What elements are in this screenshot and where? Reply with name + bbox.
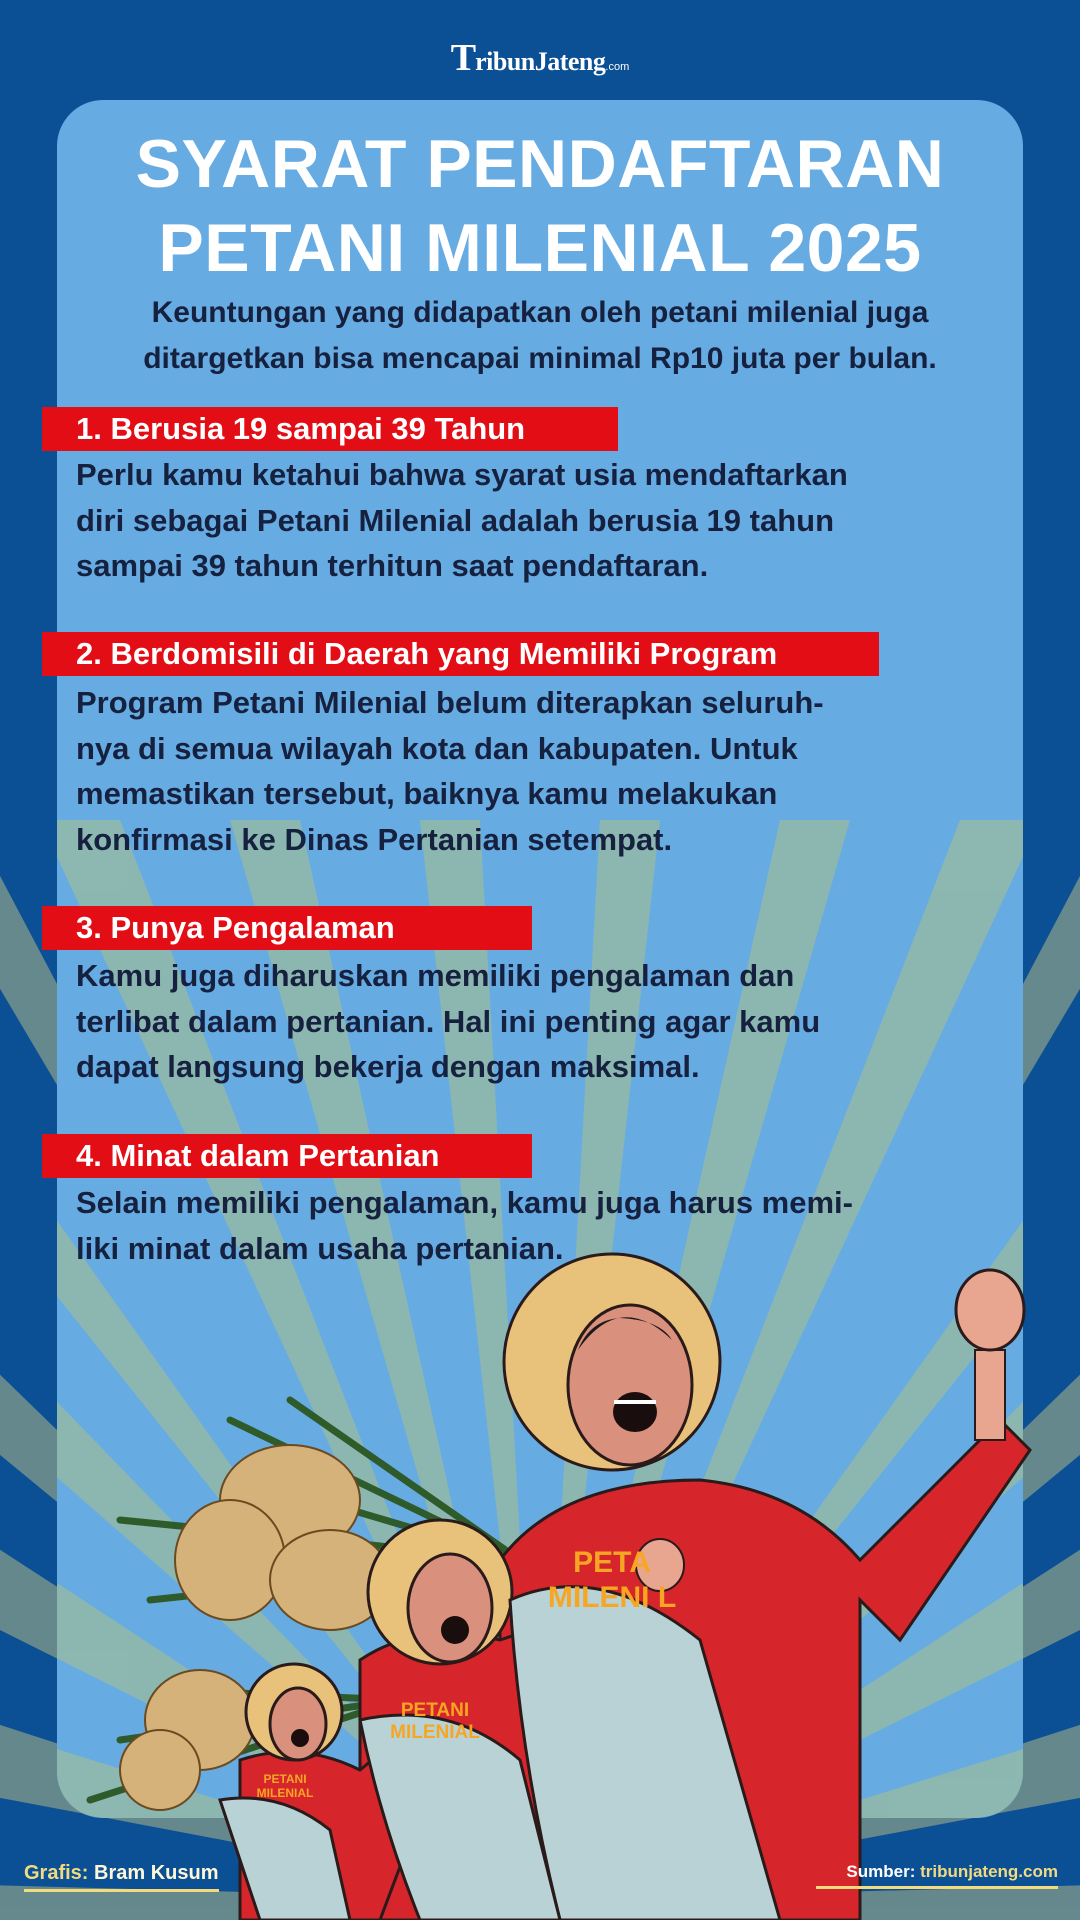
section-3-line: Kamu juga diharuskan memiliki pengalaman dan xyxy=(76,958,795,993)
logo-initial: T xyxy=(450,37,476,79)
section-1-body xyxy=(76,452,1016,589)
title-line-1: SYARAT PENDAFTARAN xyxy=(135,126,945,202)
section-4-body xyxy=(76,1180,1016,1271)
subtitle-line-2: ditargetkan bisa mencapai minimal Rp10 juta per bulan. xyxy=(143,342,937,375)
logo-text: ribunJateng xyxy=(475,47,606,76)
section-2-body xyxy=(76,680,1016,862)
section-1-heading: 1. Berusia 19 sampai 39 Tahun xyxy=(42,407,618,451)
sumber-label: Sumber: xyxy=(846,1862,921,1881)
big-shirt-text-2: MILENI L xyxy=(547,1581,677,1614)
small-shirt-text-2: MILENIAL xyxy=(256,1786,314,1800)
section-1-line: sampai 39 tahun terhitun saat pendaftaran. xyxy=(76,548,709,583)
section-2-line: nya di semua wilayah kota dan kabupaten. Untuk xyxy=(76,730,798,766)
grafis-label: Grafis: xyxy=(24,1862,95,1884)
graphics-credit xyxy=(24,1862,219,1892)
small-shirt-text-1: PETANI xyxy=(263,1772,307,1786)
section-1-line: Perlu kamu ketahui bahwa syarat usia mendaftarkan xyxy=(76,457,848,492)
section-3-line: dapat langsung bekerja dengan maksimal. xyxy=(76,1049,700,1084)
subtitle-line-1: Keuntungan yang didapatkan oleh petani milenial juga xyxy=(151,296,929,329)
section-3-heading: 3. Punya Pengalaman xyxy=(42,906,532,950)
section-2-line: Program Petani Milenial belum diterapkan seluruh- xyxy=(76,685,824,720)
logo-domain: .com xyxy=(605,61,630,73)
subtitle xyxy=(60,290,1020,382)
big-shirt-text-1: PETA xyxy=(573,1546,651,1579)
source-credit xyxy=(816,1862,1058,1889)
medium-shirt-text-1: PETANI xyxy=(400,1700,470,1721)
section-3-body xyxy=(76,953,1016,1090)
section-1-line: diri sebagai Petani Milenial adalah berusia 19 tahun xyxy=(76,502,835,538)
section-4-line: Selain memiliki pengalaman, kamu juga harus memi- xyxy=(76,1185,853,1220)
section-2-heading: 2. Berdomisili di Daerah yang Memiliki Program xyxy=(42,632,879,676)
sumber-site: tribunjateng.com xyxy=(920,1862,1058,1881)
section-2-line: konfirmasi ke Dinas Pertanian setempat. xyxy=(76,821,673,857)
page-title xyxy=(0,122,1080,290)
section-4-heading: 4. Minat dalam Pertanian xyxy=(42,1134,532,1178)
title-line-2: PETANI MILENIAL 2025 xyxy=(158,210,922,286)
medium-shirt-text-2: MILENIAL xyxy=(390,1722,480,1743)
section-4-line: liki minat dalam usaha pertanian. xyxy=(76,1230,564,1266)
grafis-name: Bram Kusum xyxy=(94,1862,219,1884)
section-3-line: terlibat dalam pertanian. Hal ini penting agar kamu xyxy=(76,1003,821,1039)
section-2-line: memastikan tersebut, baiknya kamu melakukan xyxy=(76,776,778,811)
